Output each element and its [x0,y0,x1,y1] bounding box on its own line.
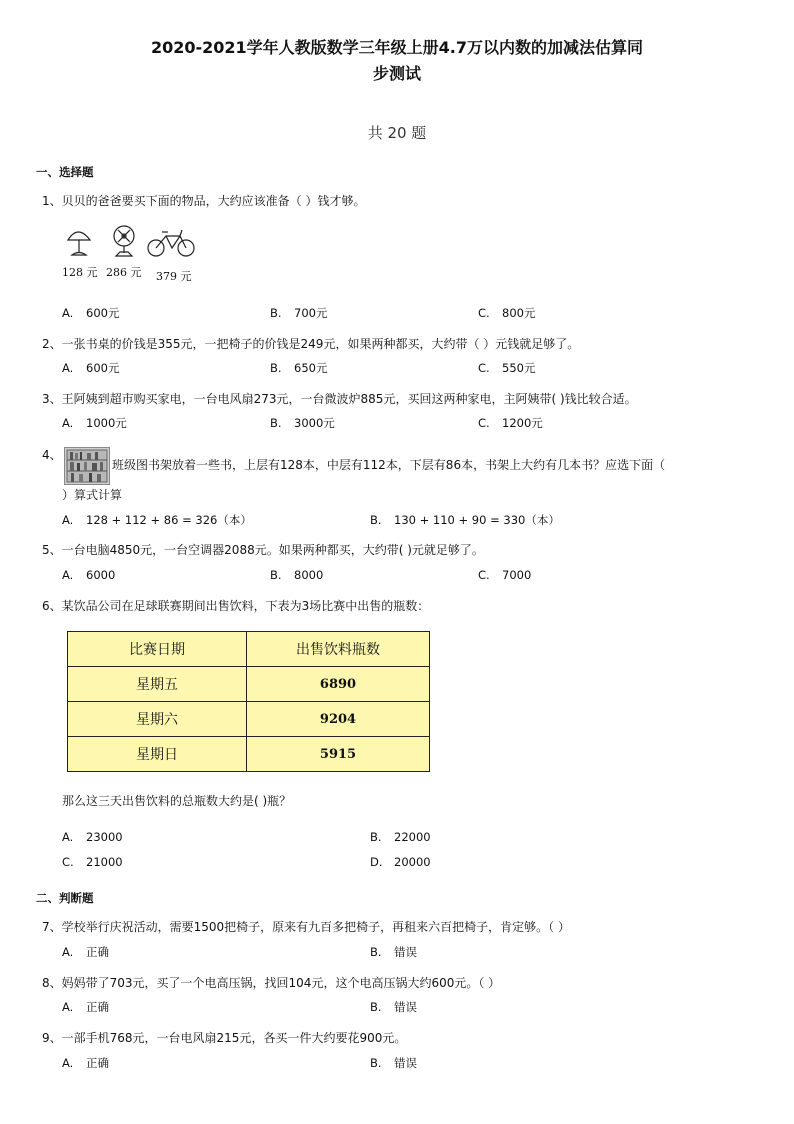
question-5-text: 5、一台电脑4850元，一台空调器2088元。如果两种都买，大约带( )元就足够了。 [42,543,484,557]
question-7-option-a[interactable]: A. 正确 [62,945,109,959]
table-row [68,737,430,772]
table-cell-day: 星期六 [68,702,247,737]
table-cell-count: 6890 [247,667,430,702]
fan-icon [114,226,134,256]
table-cell-day: 星期五 [68,667,247,702]
bookshelf-photo [64,447,110,485]
question-1-text: 1、贝贝的爸爸要买下面的物品，大约应该准备（ ）钱才够。 [42,194,366,208]
question-7-text: 7、学校举行庆祝活动，需要1500把椅子，原来有九百多把椅子，再租来六百把椅子，肯定够。（ ） [42,920,570,934]
question-7-option-b[interactable]: B. 错误 [370,945,417,959]
question-4-text-line1: 班级图书架放着一些书，上层有128本，中层有112本，下层有86本，书架上大约有几本书？应选下面（ [112,458,666,472]
sales-table-wrapper [67,631,430,772]
price-bicycle: 379 元 [156,270,192,283]
question-5-option-a[interactable]: A. 6000 [62,568,116,582]
sales-table [67,631,430,772]
question-1-picture [62,222,202,282]
question-6-option-b[interactable]: B. 22000 [370,830,431,844]
question-1-option-b[interactable]: B. 700元 [270,306,328,320]
question-6-text: 6、某饮品公司在足球联赛期间出售饮料，下表为3场比赛中出售的瓶数： [42,599,430,613]
table-header-cell: 比赛日期 [68,632,247,667]
price-fan: 286 元 [106,266,142,279]
table-row [68,667,430,702]
question-3-option-b[interactable]: B. 3000元 [270,416,335,430]
question-6-option-a[interactable]: A. 23000 [62,830,123,844]
lamp-icon [68,232,90,255]
question-6-option-d[interactable]: D. 20000 [370,855,431,869]
section-heading-judge: 二、判断题 [36,891,94,905]
question-2-option-b[interactable]: B. 650元 [270,361,328,375]
question-4-text-line2: ）算式计算 [62,488,123,502]
table-cell-count: 9204 [247,702,430,737]
question-6-followup: 那么这三天出售饮料的总瓶数大约是( )瓶？ [62,794,292,808]
question-5-option-c[interactable]: C. 7000 [478,568,532,582]
question-4-option-b[interactable]: B. 130 + 110 + 90 = 330（本） [370,513,560,527]
question-9-option-a[interactable]: A. 正确 [62,1056,109,1070]
question-count: 共 20 题 [367,124,427,142]
table-cell-count: 5915 [247,737,430,772]
bicycle-icon [148,230,194,256]
table-header-cell: 出售饮料瓶数 [247,632,430,667]
price-lamp: 128 元 [62,266,98,279]
question-9-option-b[interactable]: B. 错误 [370,1056,417,1070]
question-1-option-a[interactable]: A. 600元 [62,306,120,320]
question-1-option-c[interactable]: C. 800元 [478,306,536,320]
table-cell-day: 星期日 [68,737,247,772]
page-title-line2: 步测试 [372,64,421,83]
question-8-text: 8、妈妈带了703元，买了一个电高压锅，找回104元，这个电高压锅大约600元。（ ） [42,976,501,990]
table-row [68,702,430,737]
bookshelf-icon [65,448,109,484]
question-4-option-a[interactable]: A. 128 + 112 + 86 = 326（本） [62,513,252,527]
question-5-option-b[interactable]: B. 8000 [270,568,324,582]
table-header-row [68,632,430,667]
question-8-option-a[interactable]: A. 正确 [62,1000,109,1014]
question-6-option-c[interactable]: C. 21000 [62,855,123,869]
section-heading-choice: 一、选择题 [36,165,94,179]
question-4-number: 4、 [42,448,62,462]
question-9-text: 9、一部手机768元，一台电风扇215元，各买一件大约要花900元。 [42,1031,407,1045]
question-8-option-b[interactable]: B. 错误 [370,1000,417,1014]
question-3-text: 3、王阿姨到超市购买家电，一台电风扇273元，一台微波炉885元，买回这两种家电，主阿姨带( )钱比较合适。 [42,392,637,406]
page-title-line1: 2020-2021学年人教版数学三年级上册4.7万以内数的加减法估算同 [150,38,644,57]
question-3-option-a[interactable]: A. 1000元 [62,416,127,430]
question-2-text: 2、一张书桌的价钱是355元，一把椅子的价钱是249元，如果两种都买，大约带（ ）元钱就足够了。 [42,337,580,351]
items-illustration [62,222,202,260]
question-2-option-a[interactable]: A. 600元 [62,361,120,375]
question-3-option-c[interactable]: C. 1200元 [478,416,543,430]
question-2-option-c[interactable]: C. 550元 [478,361,536,375]
